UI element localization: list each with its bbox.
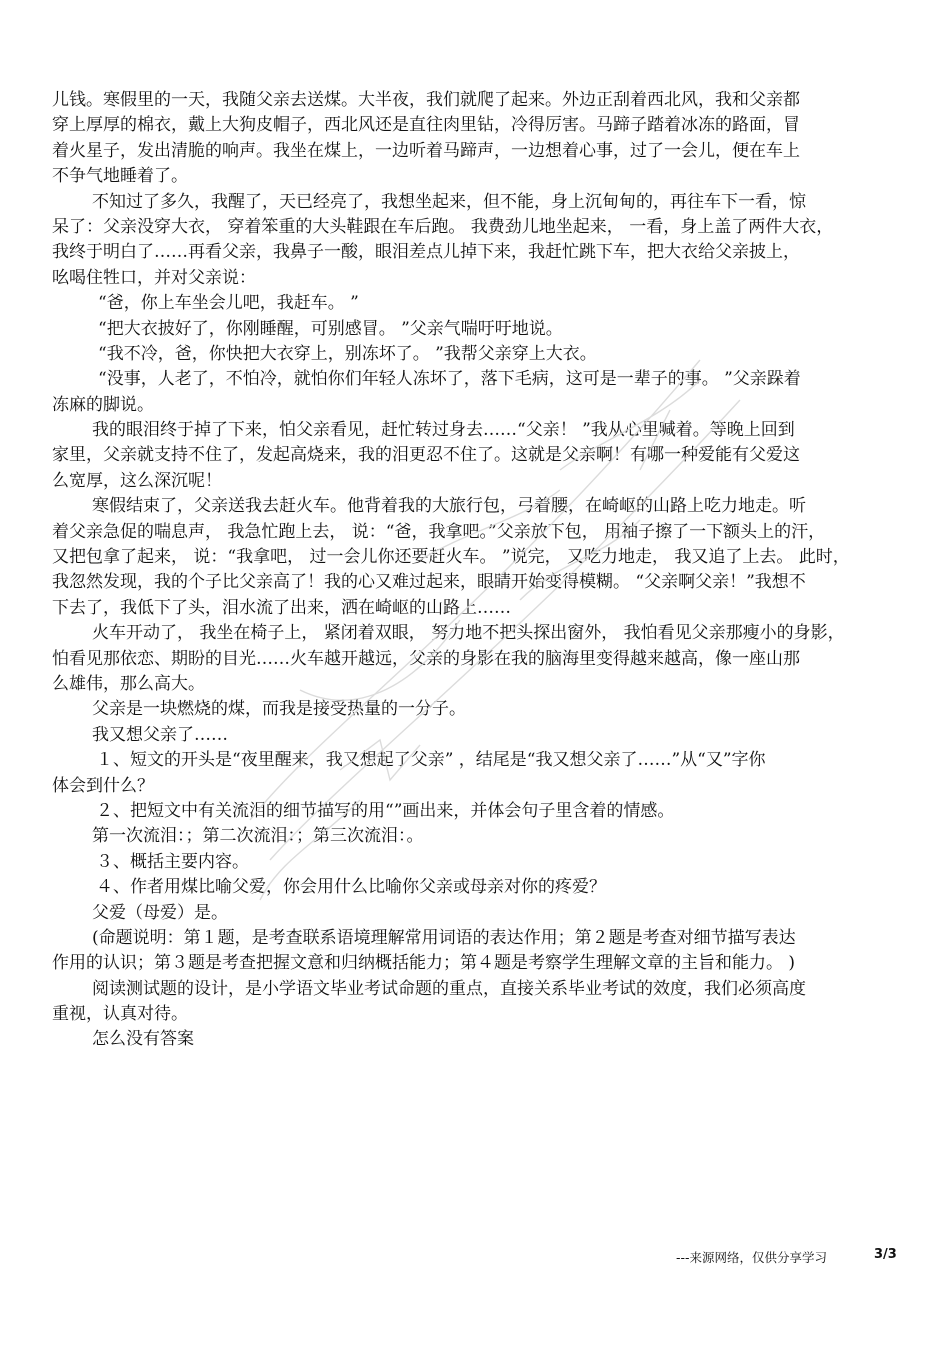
text-line: 父爱（母爱）是。 xyxy=(92,902,228,923)
document-body xyxy=(52,88,897,1053)
text-line: 作用的认识；第３题是考查把握文意和归纳概括能力；第４题是考察学生理解文章的主旨和能力。 ) xyxy=(52,953,796,974)
text-line: 我终于明白了……再看父亲，我鼻子一酸，眼泪差点儿掉下来，我赶忙跳下车，把大衣给父亲披上， xyxy=(52,242,800,263)
text-line: “没事，人老了，不怕冷，就怕你们年轻人冻坏了，落下毛病，这可是一辈子的事。 ”父亲跺着 xyxy=(98,369,801,390)
text-line: (命题说明：第１题，是考查联系语境理解常用词语的表达作用；第２题是考查对细节描写表达 xyxy=(92,927,796,948)
text-line: 么宽厚，这么深沉呢！ xyxy=(52,470,222,491)
text-line: 着火星子，发出清脆的响声。我坐在煤上，一边听着马蹄声，一边想着心事，过了一会儿，便在车上 xyxy=(52,140,800,161)
text-line: 不知过了多久，我醒了，天已经亮了，我想坐起来，但不能，身上沉甸甸的，再往车下一看，惊 xyxy=(92,191,806,212)
text-line: 怕看见那依恋、期盼的目光……火车越开越远，父亲的身影在我的脑海里变得越来越高，像一座山那 xyxy=(52,648,800,669)
text-line: １、短文的开头是“夜里醒来，我又想起了父亲” ，结尾是“我又想父亲了……”从“又”字你 xyxy=(96,750,766,771)
text-line: 体会到什么？ xyxy=(52,775,154,796)
text-line: 着父亲急促的喘息声， 我急忙跑上去， 说：“爸，我拿吧。”父亲放下包， 用袖子擦了一下额头上的汗， xyxy=(52,521,826,542)
text-line: 我忽然发现，我的个子比父亲高了！我的心又难过起来，眼睛开始变得模糊。 “父亲啊父亲！”我想不 xyxy=(52,572,806,593)
text-line: ２、把短文中有关流泪的细节描写的用“”画出来，并体会句子里含着的情感。 xyxy=(96,800,675,821)
text-line: 么雄伟，那么高大。 xyxy=(52,673,205,694)
text-line: ３、概括主要内容。 xyxy=(96,851,249,872)
text-line: 冻麻的脚说。 xyxy=(52,394,154,415)
text-line: 不争气地睡着了。 xyxy=(52,166,188,187)
text-line: “把大衣披好了，你刚睡醒，可别感冒。 ”父亲气喘吁吁地说。 xyxy=(98,318,563,339)
text-line: 重视，认真对待。 xyxy=(52,1004,188,1025)
text-line: 寒假结束了，父亲送我去赶火车。他背着我的大旅行包，弓着腰，在崎岖的山路上吃力地走。听 xyxy=(92,496,806,517)
text-line: 家里，父亲就支持不住了，发起高烧来，我的泪更忍不住了。这就是父亲啊！有哪一种爱能有父爱这 xyxy=(52,445,800,466)
text-line: 又把包拿了起来， 说：“我拿吧， 过一会儿你还要赶火车。 ”说完， 又吃力地走， 我又追了上去。 此时， xyxy=(52,547,850,568)
text-line: 阅读测试题的设计，是小学语文毕业考试命题的重点，直接关系毕业考试的效度，我们必须高度 xyxy=(92,978,806,999)
text-line: 我的眼泪终于掉了下来，怕父亲看见，赶忙转过身去……“父亲！ ”我从心里喊着。等晚上回到 xyxy=(92,420,795,441)
text-line: 下去了，我低下了头，泪水流了出来，洒在崎岖的山路上…… xyxy=(52,597,511,618)
text-line: 穿上厚厚的棉衣，戴上大狗皮帽子，西北风还是直往肉里钻，冷得厉害。马蹄子踏着冰冻的路面，冒 xyxy=(52,115,800,136)
text-line: 呆了：父亲没穿大衣， 穿着笨重的大头鞋跟在车后跑。 我费劲儿地坐起来， 一看，身上盖了两件大衣， xyxy=(52,216,834,237)
text-line: 我又想父亲了…… xyxy=(92,724,228,745)
text-line: “我不冷，爸，你快把大衣穿上，别冻坏了。 ”我帮父亲穿上大衣。 xyxy=(98,343,597,364)
text-line: 火车开动了， 我坐在椅子上， 紧闭着双眼， 努力地不把头探出窗外， 我怕看见父亲那瘦小的身影， xyxy=(92,623,845,644)
page-number: 3/3 xyxy=(874,1247,897,1262)
text-line: 吆喝住牲口，并对父亲说： xyxy=(52,267,256,288)
text-line: ４、作者用煤比喻父爱，你会用什么比喻你父亲或母亲对你的疼爱？ xyxy=(96,877,606,898)
text-line: “爸，你上车坐会儿吧，我赶车。 ” xyxy=(98,293,359,314)
text-line: 怎么没有答案 xyxy=(92,1029,194,1050)
footer-source: ---来源网络，仅供分享学习 xyxy=(676,1250,828,1265)
text-line: 第一次流泪：；第二次流泪：；第三次流泪：。 xyxy=(92,826,424,847)
text-line: 父亲是一块燃烧的煤，而我是接受热量的一分子。 xyxy=(92,699,466,720)
text-line: 儿钱。寒假里的一天，我随父亲去送煤。大半夜，我们就爬了起来。外边正刮着西北风，我和父亲都 xyxy=(52,90,800,110)
